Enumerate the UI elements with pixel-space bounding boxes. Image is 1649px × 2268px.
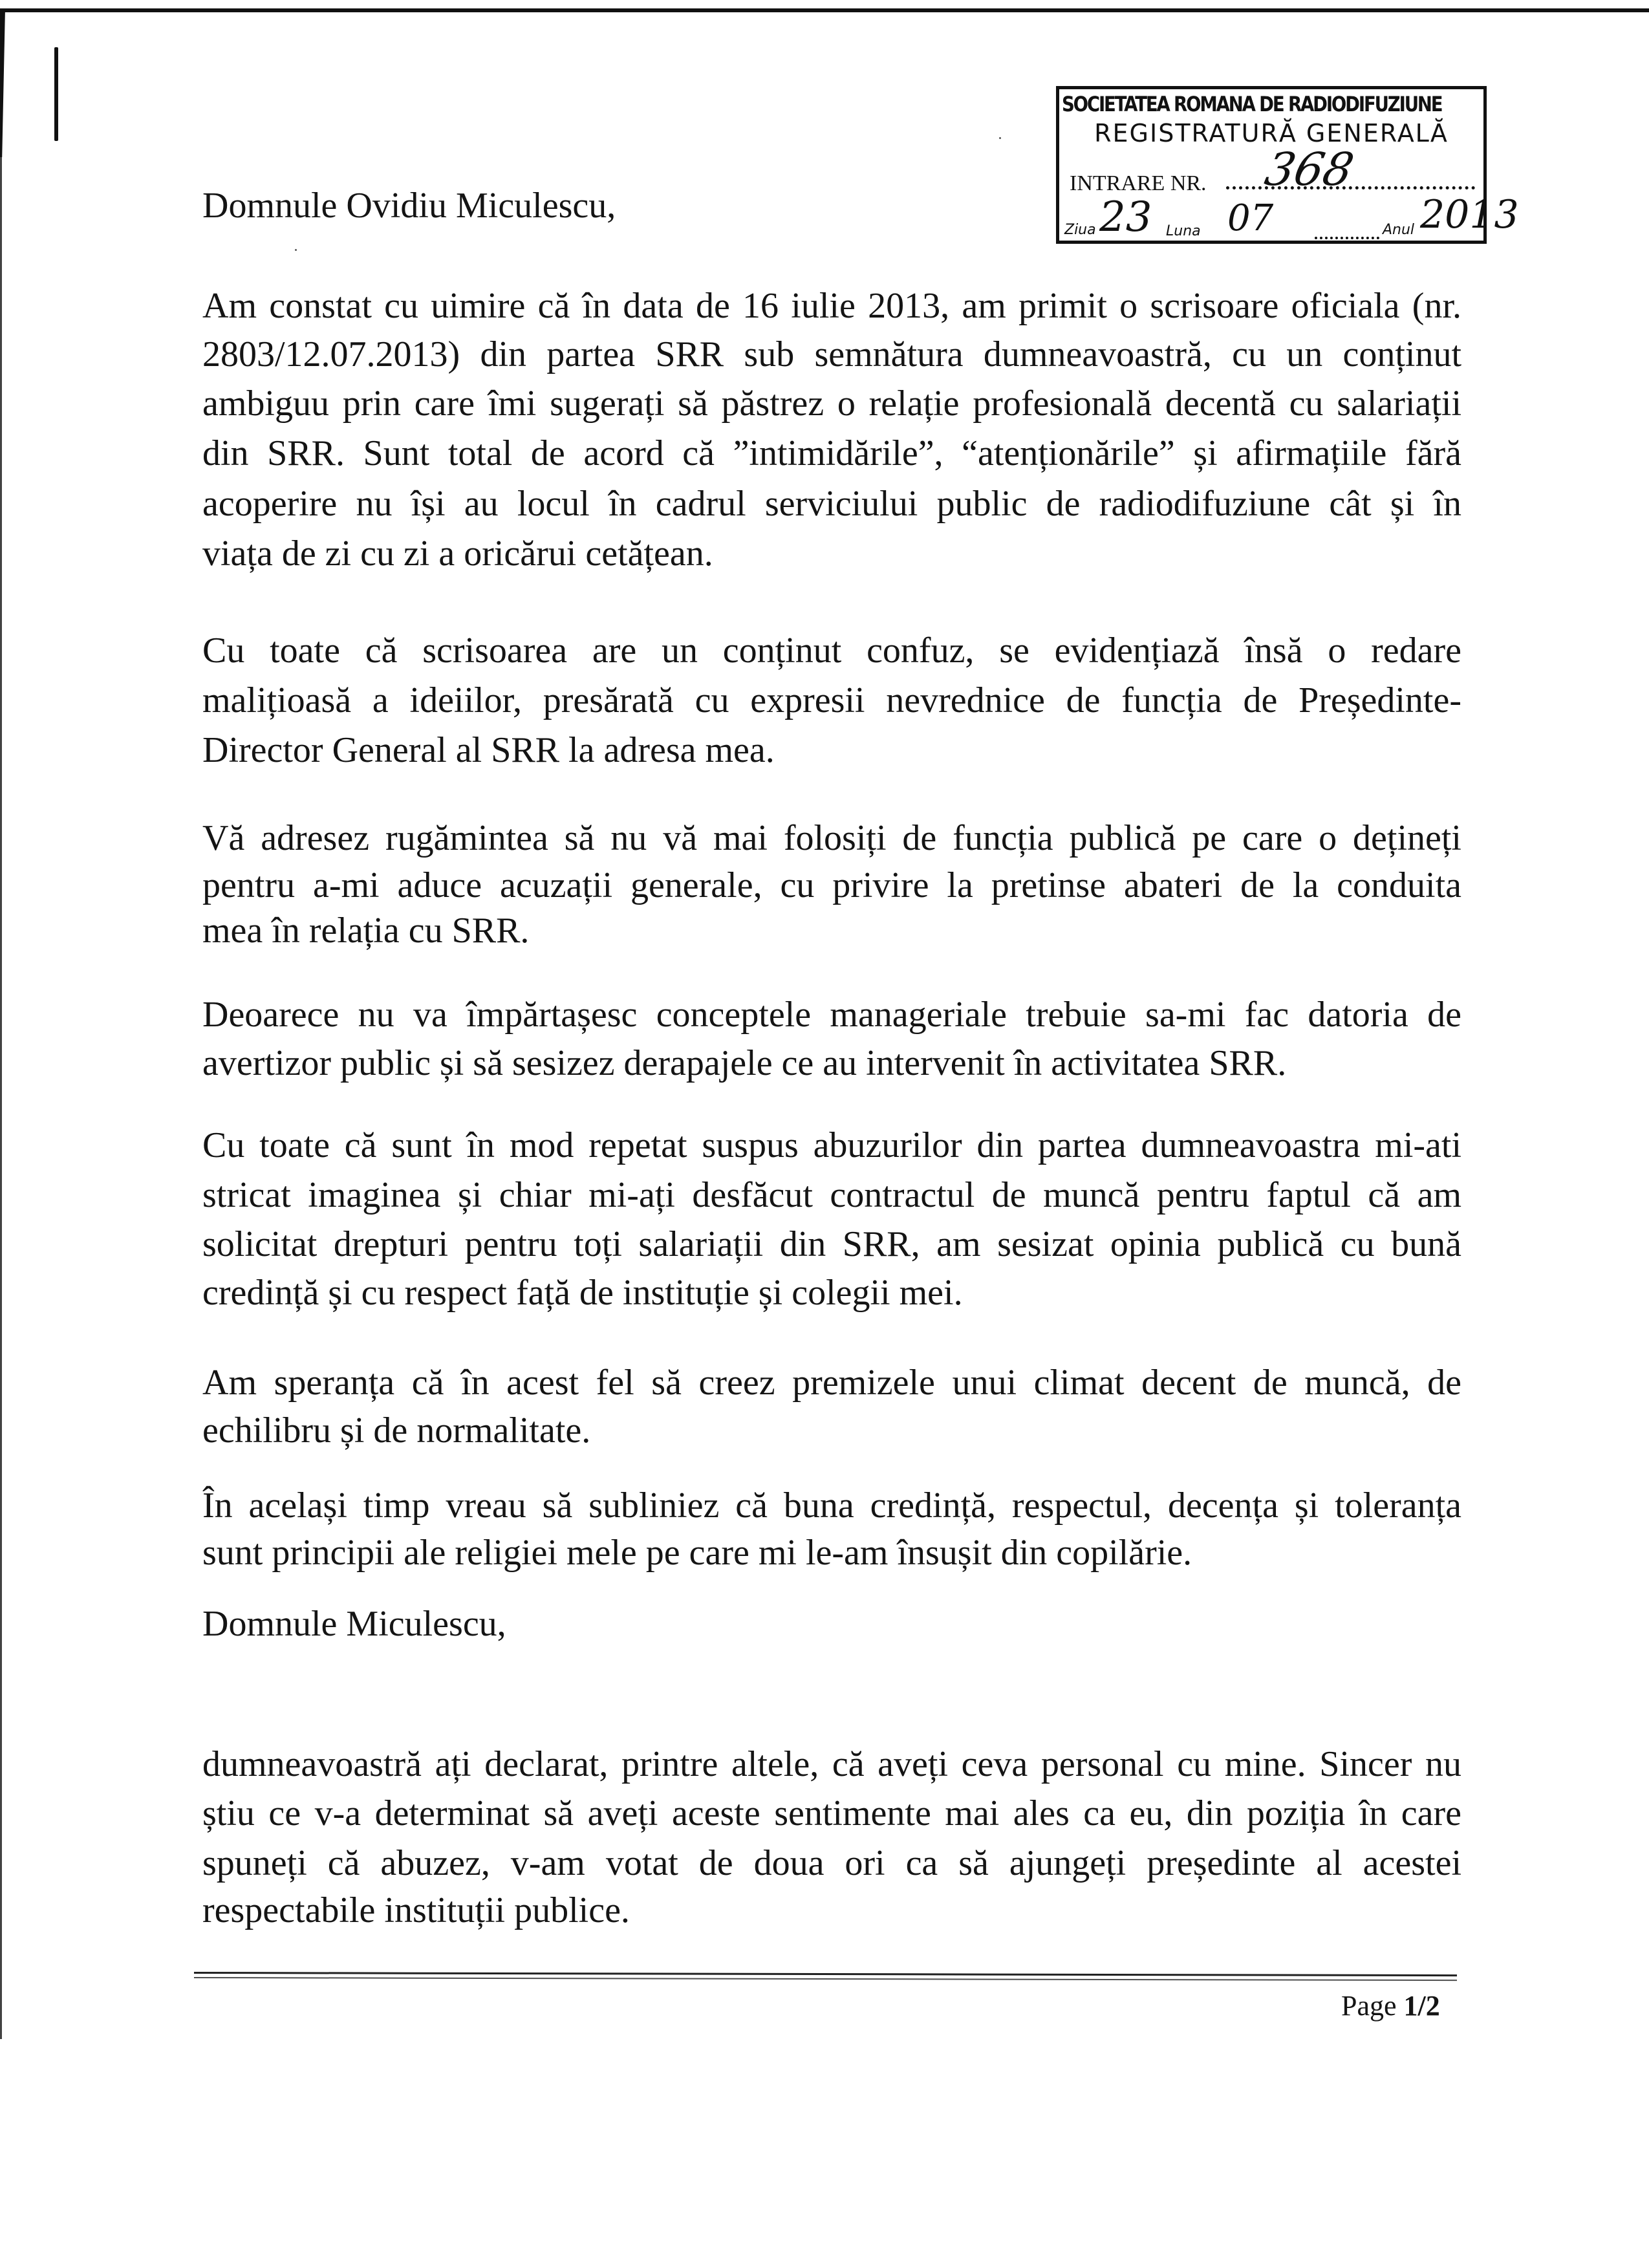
paragraph-line: 2803/12.07.2013) din partea SRR sub semnătura dumneavoastră, cu un conținut bbox=[202, 334, 1461, 374]
paragraph-line: știu ce v-a determinat să aveți aceste sentimente mai ales ca eu, din poziția în care bbox=[202, 1793, 1461, 1833]
page-number bbox=[1341, 1991, 1440, 2022]
stamp-entry-label: INTRARE NR. bbox=[1070, 171, 1207, 195]
paragraph-line: stricat imaginea și chiar mi-ați desfăcut contractul de muncă pentru faptul că am bbox=[202, 1175, 1461, 1215]
paragraph-line: Am speranța că în acest fel să creez premizele unui climat decent de muncă, de bbox=[202, 1363, 1461, 1403]
scan-speck bbox=[295, 249, 297, 251]
stamp-month-label: Luna bbox=[1166, 223, 1201, 239]
paragraph-line: viața de zi cu zi a oricărui cetățean. bbox=[202, 534, 713, 574]
scan-left-shadow bbox=[0, 8, 5, 157]
paragraph-line: credință și cu respect față de instituție și colegii mei. bbox=[202, 1273, 963, 1313]
stamp-month: 07 bbox=[1227, 197, 1274, 239]
stamp-entry-number: 368 bbox=[1260, 143, 1359, 196]
paragraph-line: avertizor public și să sesizez derapajele ce au intervenit în activitatea SRR. bbox=[202, 1043, 1287, 1083]
second-salutation: Domnule Miculescu, bbox=[202, 1604, 506, 1644]
paragraph-line: spuneți că abuzez, v-am votat de doua ori ca să ajungeți președinte al acestei bbox=[202, 1843, 1461, 1883]
paragraph-line: Cu toate că scrisoarea are un conținut confuz, se evidențiază însă o redare bbox=[202, 631, 1461, 671]
scan-left-border bbox=[0, 8, 2, 2039]
stamp-year: 2013 bbox=[1420, 192, 1519, 237]
stamp-day: 23 bbox=[1099, 193, 1152, 241]
paragraph-line: respectabile instituții publice. bbox=[202, 1890, 630, 1930]
paragraph-line: Deoarece nu va împărtașesc conceptele manageriale trebuie sa-mi fac datoria de bbox=[202, 995, 1461, 1035]
paragraph-line: echilibru și de normalitate. bbox=[202, 1410, 591, 1451]
stamp-day-label: Ziua bbox=[1064, 222, 1096, 238]
paragraph-line: sunt principii ale religiei mele pe care mi le-am însușit din copilărie. bbox=[202, 1533, 1192, 1573]
paragraph-line: Cu toate că sunt în mod repetat suspus abuzurilor din partea dumneavoastra mi-ati bbox=[202, 1125, 1461, 1165]
paragraph-line: malițioasă a ideiilor, presărată cu expresii nevrednice de funcția de Președinte- bbox=[202, 680, 1461, 720]
stamp-year-label: Anul bbox=[1383, 222, 1415, 238]
paragraph-line: Director General al SRR la adresa mea. bbox=[202, 730, 775, 770]
scan-top-border bbox=[0, 8, 1649, 12]
stamp-title: REGISTRATURĂ GENERALĂ bbox=[1094, 119, 1449, 147]
salutation: Domnule Ovidiu Miculescu, bbox=[202, 186, 616, 226]
page-label: Page bbox=[1341, 1990, 1397, 2022]
paragraph-line: ambiguu prin care îmi sugerați să păstrez o relație profesională decentă cu salariații bbox=[202, 383, 1461, 424]
scan-speck bbox=[999, 137, 1001, 139]
paragraph-line: pentru a-mi aduce acuzații generale, cu privire la pretinse abateri de la conduita bbox=[202, 865, 1461, 905]
paragraph-line: mea în relația cu SRR. bbox=[202, 911, 530, 951]
paragraph-line: Am constat cu uimire că în data de 16 iulie 2013, am primit o scrisoare oficiala (nr. bbox=[202, 286, 1461, 326]
paragraph-line: acoperire nu își au locul în cadrul serviciului public de radiodifuziune cât și în bbox=[202, 484, 1461, 524]
paragraph-line: solicitat drepturi pentru toți salariații din SRR, am sesizat opinia publică cu bună bbox=[202, 1224, 1461, 1264]
margin-mark bbox=[54, 47, 58, 141]
paragraph-line: dumneavoastră ați declarat, printre altele, că aveți ceva personal cu mine. Sincer nu bbox=[202, 1744, 1461, 1784]
stamp-organization: SOCIETATEA ROMANA DE RADIODIFUZIUNE bbox=[1062, 92, 1442, 116]
footer-rule bbox=[194, 1972, 1457, 1976]
stamp-date-dotted-line bbox=[1315, 237, 1379, 239]
footer-rule-secondary bbox=[194, 1977, 1457, 1981]
paragraph-line: din SRR. Sunt total de acord că ”intimidările”, “atenționările” și afirmațiile fără bbox=[202, 433, 1461, 473]
paragraph-line: În același timp vreau să subliniez că buna credință, respectul, decența și toleranța bbox=[202, 1485, 1461, 1526]
page-count: 1/2 bbox=[1403, 1990, 1440, 2022]
paragraph-line: Vă adresez rugămintea să nu vă mai folosiți de funcția publică pe care o dețineți bbox=[202, 818, 1461, 858]
